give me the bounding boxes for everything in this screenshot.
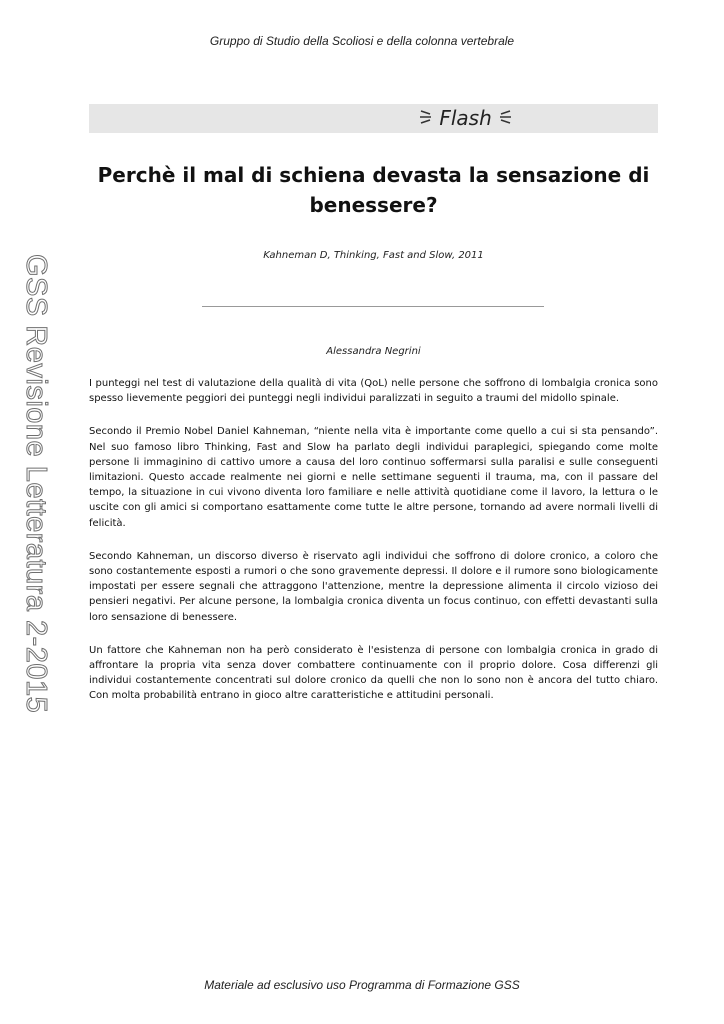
paragraph: Secondo Kahneman, un discorso diverso è riservato agli individui che soffrono di dolore cronico, a coloro che sono costantemente esposti a rumori o che sono gravemente depressi. Il dolore e il rumore sono biologicamente impostati per essere segnali che attraggono l'attenzione, mentre la depressione alimenta il circolo vizioso dei pensieri negativi. Per alcune persone, la lombalgia cronica diventa un focus continuo, con effetti devastanti sulla loro sensazione di benessere. xyxy=(89,550,658,623)
paragraph: I punteggi nel test di valutazione della qualità di vita (QoL) nelle persone che soffrono di lombalgia cronica sono spesso lievemente peggiori dei punteggi negli individui paralizzati in seguito a traumi del midollo spinale. xyxy=(89,378,658,405)
article-title: Perchè il mal di schiena devasta la sensazione di benessere? xyxy=(97,163,650,217)
footer-note: Materiale ad esclusivo uso Programma di Formazione GSS xyxy=(204,978,520,992)
article-author: Alessandra Negrini xyxy=(326,346,421,357)
article-body xyxy=(89,376,658,722)
header-note: Gruppo di Studio della Scoliosi e della colonna vertebrale xyxy=(209,34,515,48)
sparkle-left-icon xyxy=(419,107,433,132)
flash-label-group xyxy=(419,106,512,132)
paragraph: Secondo il Premio Nobel Daniel Kahneman, “niente nella vita è importante come quello a cui si sta pensando”. Nel suo famoso libro Thinking, Fast and Slow ha parlato degli individui paraplegici, spiegando come molte persone li immaginino di cattivo umore a causa del loro continuo soffermarsi sulla paralisi e sulle conseguenti limitazioni. Questo accade realmente nei giorni e nelle settimane seguenti il trauma, ma, con il passare del tempo, la situazione in cui vivono diventa loro familiare e nelle attività quotidiane come il lavoro, la lettura o le uscite con gli amici si comportano esattamente come tutte le altre persone, tornando ad avere normali livelli di felicità. xyxy=(89,426,658,529)
side-watermark: GSS Revisione Letteratura 2-2015 xyxy=(20,254,52,714)
article-citation: Kahneman D, Thinking, Fast and Slow, 2011 xyxy=(263,250,484,261)
sparkle-right-icon xyxy=(498,107,512,132)
paragraph: Un fattore che Kahneman non ha però considerato è l'esistenza di persone con lombalgia cronica in grado di affrontare la propria vita senza dover combattere continuamente con il proprio dolore. Cosa differenzi gli individui costantemente concentrati sul dolore cronico da quelli che non lo sono non è ancora del tutto chiaro. Con molta probabilità entrano in gioco altre caratteristiche e attitudini personali. xyxy=(89,644,658,702)
flash-text: Flash xyxy=(439,106,492,130)
flash-banner xyxy=(89,104,658,133)
divider xyxy=(202,306,544,307)
